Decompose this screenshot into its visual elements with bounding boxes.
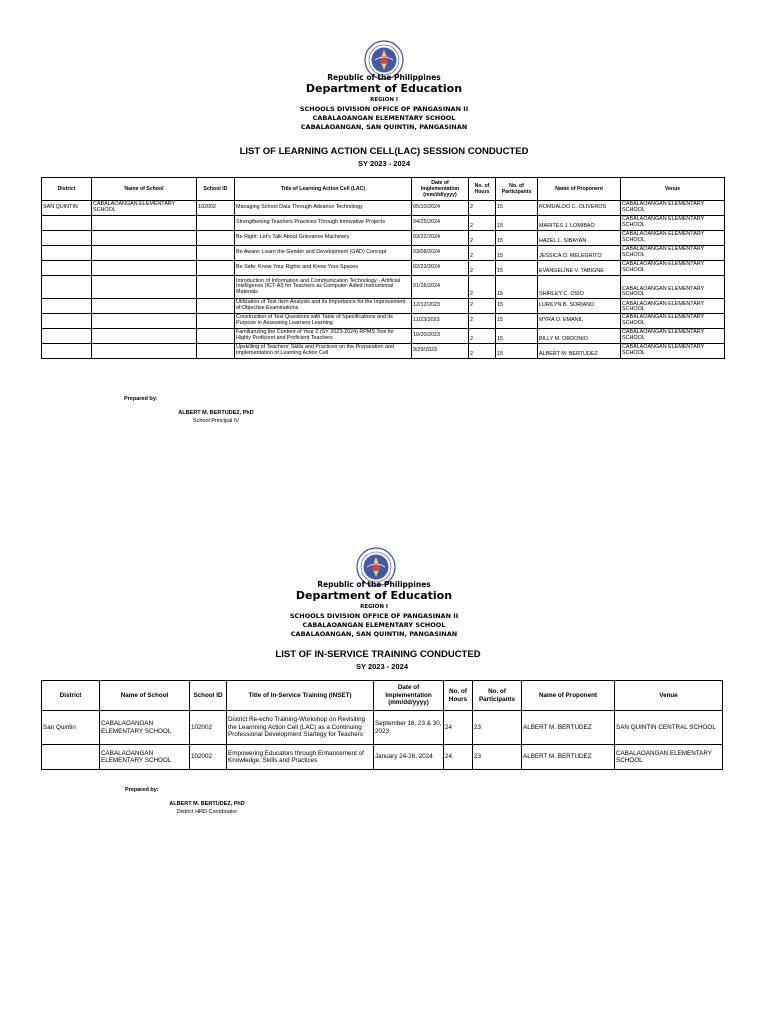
- cell-hours: 2: [469, 299, 496, 314]
- column-header: Venue: [615, 681, 723, 711]
- cell-district: [42, 216, 92, 231]
- cell-date: 10/20/2023: [412, 329, 469, 344]
- cell-venue: CABALAOANGAN ELEMENTARY SCHOOL: [621, 216, 725, 231]
- cell-district: [42, 314, 92, 329]
- inset-school-year: SY 2023 - 2024: [356, 662, 408, 671]
- cell-proponent: ALBERT M. BERTUDEZ: [538, 344, 621, 359]
- cell-participants: 15: [496, 299, 538, 314]
- cell-school-id: [197, 276, 235, 299]
- cell-proponent: MYRA O. EMANIL: [538, 314, 621, 329]
- cell-school-id: [197, 329, 235, 344]
- cell-title: Introduction of Information and Communication Technology - Artificial Intelligence (ICT-AI) for Teachers as Computer-Aided Instructional Materials: [235, 276, 412, 299]
- cell-school-id: 102002: [197, 201, 235, 216]
- lac-header-row: [42, 178, 725, 201]
- column-header: Name of Proponent: [522, 681, 615, 711]
- inset-header-row: [42, 681, 723, 711]
- cell-school-id: 102002: [190, 745, 227, 770]
- cell-school-id: [197, 216, 235, 231]
- region-text: REGION I: [370, 97, 398, 103]
- cell-date: 9/29/2023: [412, 344, 469, 359]
- cell-school: [92, 314, 197, 329]
- republic-text: Republic of the Philippines: [317, 580, 431, 589]
- cell-hours: 24: [444, 745, 473, 770]
- cell-school: [92, 344, 197, 359]
- department-text: Department of Education: [305, 82, 463, 95]
- lac-table: [41, 177, 725, 359]
- cell-hours: 2: [469, 231, 496, 246]
- cell-school-id: [197, 246, 235, 261]
- column-header: Name of School: [92, 178, 197, 201]
- column-header: School ID: [190, 681, 227, 711]
- cell-venue: SAN QUINTIN CENTRAL SCHOOL: [615, 711, 723, 745]
- cell-school: [92, 216, 197, 231]
- republic-text: Republic of the Philippines: [327, 73, 441, 82]
- cell-proponent: ALBERT M. BERTUDEZ: [522, 745, 615, 770]
- cell-date: January 24-26, 2024: [374, 745, 444, 770]
- cell-school: [92, 276, 197, 299]
- table-row: [42, 299, 725, 314]
- cell-district: [42, 299, 92, 314]
- table-row: [42, 231, 725, 246]
- prepared-by-label: Prepared by:: [125, 787, 159, 793]
- school-text: CABALAOANGAN ELEMENTARY SCHOOL: [302, 621, 446, 629]
- table-row: [42, 261, 725, 276]
- cell-school: CABALAOANGAN ELEMENTARY SCHOOL: [100, 711, 190, 745]
- table-row: [42, 711, 723, 745]
- cell-participants: 15: [496, 231, 538, 246]
- department-text: Department of Education: [295, 589, 453, 602]
- division-text: SCHOOLS DIVISION OFFICE OF PANGASINAN II: [299, 105, 469, 113]
- table-row: [42, 276, 725, 299]
- cell-title: Be Safe: Know Your Rights and Know Your Spaces: [235, 261, 412, 276]
- cell-school: CABALAOANGAN ELEMENTARY SCHOOL: [100, 745, 190, 770]
- cell-participants: 15: [496, 276, 538, 299]
- signatory-role: School Principal IV: [192, 418, 240, 424]
- cell-date: 01/16/2024: [412, 276, 469, 299]
- column-header: District: [42, 178, 92, 201]
- cell-proponent: LURILYN B. SORIANO: [538, 299, 621, 314]
- cell-school: CABALAOANGAN ELEMENTARY SCHOOL: [92, 201, 197, 216]
- cell-district: San Quintin: [42, 711, 100, 745]
- cell-district: [42, 261, 92, 276]
- column-header: Name of School: [100, 681, 190, 711]
- cell-venue: CABALAOANGAN ELEMENTARY SCHOOL: [621, 201, 725, 216]
- cell-school: [92, 299, 197, 314]
- column-header: District: [42, 681, 100, 711]
- table-row: [42, 314, 725, 329]
- cell-title: Managing School Data Through Advance Technology: [235, 201, 412, 216]
- inset-title: LIST OF IN-SERVICE TRAINING CONDUCTED: [275, 649, 481, 660]
- column-header: School ID: [197, 178, 235, 201]
- cell-title: Be Right: Let's Talk About Grievance Machinery: [235, 231, 412, 246]
- column-header: No. of Hours: [444, 681, 473, 711]
- cell-hours: 24: [444, 711, 473, 745]
- cell-date: 05/10/2024: [412, 201, 469, 216]
- cell-district: [42, 246, 92, 261]
- cell-venue: CABALAOANGAN ELEMENTARY SCHOOL: [621, 314, 725, 329]
- cell-title: Empowering Educators through Enhancement of Knowledge, Skills and Practices: [227, 745, 374, 770]
- signatory-role: District HRD Coordinator: [176, 809, 238, 815]
- letterhead: [0, 580, 758, 639]
- cell-title: District Re-echo Training-Workshop on Revisiting the Learnning Action Cell (LAC) as a Continuing Professional Development Startegy for Teachers: [227, 711, 374, 745]
- cell-proponent: SHIRLEY C. OSIO: [538, 276, 621, 299]
- cell-hours: 2: [469, 344, 496, 359]
- cell-title: Construction of Test Questions with Table of Specifications and its Purpose in Assessing Learners Learning: [235, 314, 412, 329]
- cell-hours: 2: [469, 246, 496, 261]
- region-text: REGION I: [360, 604, 388, 610]
- cell-participants: 15: [496, 329, 538, 344]
- cell-hours: 2: [469, 201, 496, 216]
- column-header: No. of Participants: [496, 178, 538, 201]
- cell-district: [42, 344, 92, 359]
- cell-hours: 2: [469, 261, 496, 276]
- table-row: [42, 329, 725, 344]
- column-header: Date of Implementation (mm/dd/yyyy): [374, 681, 444, 711]
- cell-participants: 15: [496, 344, 538, 359]
- cell-hours: 2: [469, 276, 496, 299]
- cell-school-id: 102002: [190, 711, 227, 745]
- cell-proponent: HAZEL L. SIBAYAN: [538, 231, 621, 246]
- cell-participants: 15: [496, 201, 538, 216]
- column-header: No. of Hours: [469, 178, 496, 201]
- cell-school-id: [197, 344, 235, 359]
- table-row: [42, 246, 725, 261]
- lac-school-year: SY 2023 - 2024: [358, 159, 410, 168]
- cell-participants: 23: [473, 711, 522, 745]
- cell-hours: 2: [469, 329, 496, 344]
- cell-date: 11/23/2023: [412, 314, 469, 329]
- school-text: CABALAOANGAN ELEMENTARY SCHOOL: [312, 114, 456, 122]
- cell-venue: CABALAOANGAN ELEMENTARY SCHOOL: [621, 231, 725, 246]
- address-text: CABALAOANGAN, SAN QUINTIN, PANGASINAN: [290, 630, 458, 638]
- cell-date: September 16, 23 & 30, 2023: [374, 711, 444, 745]
- cell-date: 12/12/2023: [412, 299, 469, 314]
- cell-date: 03/08/2024: [412, 246, 469, 261]
- cell-district: [42, 745, 100, 770]
- cell-proponent: JESSICA O. MELEGRITO: [538, 246, 621, 261]
- cell-school: [92, 231, 197, 246]
- cell-hours: 2: [469, 314, 496, 329]
- cell-hours: 2: [469, 216, 496, 231]
- cell-participants: 15: [496, 261, 538, 276]
- cell-date: 02/23/2024: [412, 261, 469, 276]
- cell-venue: CABALAOANGAN ELEMENTARY SCHOOL: [621, 246, 725, 261]
- cell-venue: CABALAOANGAN ELEMENTARY SCHOOL: [621, 261, 725, 276]
- cell-participants: 15: [496, 216, 538, 231]
- cell-school-id: [197, 299, 235, 314]
- cell-proponent: MARITES J. LOMIBAO: [538, 216, 621, 231]
- letterhead: [0, 73, 768, 132]
- cell-venue: CABALAOANGAN ELEMENTARY SCHOOL: [621, 329, 725, 344]
- cell-participants: 15: [496, 246, 538, 261]
- table-row: [42, 745, 723, 770]
- cell-school: [92, 261, 197, 276]
- cell-venue: CABALAOANGAN ELEMENTARY SCHOOL: [615, 745, 723, 770]
- column-header: Title of Learning Action Cell (LAC): [235, 178, 412, 201]
- cell-proponent: ALBERT M. BERTUDEZ: [522, 711, 615, 745]
- table-row: [42, 344, 725, 359]
- cell-proponent: EVANGELINE V. TABIGNE: [538, 261, 621, 276]
- cell-venue: CABALAOANGAN ELEMENTARY SCHOOL: [621, 299, 725, 314]
- cell-school-id: [197, 314, 235, 329]
- column-header: Title of In-Service Training (INSET): [227, 681, 374, 711]
- cell-venue: CABALAOANGAN ELEMENTARY SCHOOL: [621, 276, 725, 299]
- cell-school: [92, 246, 197, 261]
- cell-date: 04/25/2024: [412, 216, 469, 231]
- signatory-name: ALBERT M. BERTUDEZ, PhD: [169, 801, 245, 807]
- cell-date: 03/22/2024: [412, 231, 469, 246]
- cell-title: Upskilling of Teachers' Skills and Practices on the Preparation and Implementation of Learning Action Cell: [235, 344, 412, 359]
- cell-school: [92, 329, 197, 344]
- cell-venue: CABALAOANGAN ELEMENTARY SCHOOL: [621, 344, 725, 359]
- column-header: Venue: [621, 178, 725, 201]
- cell-district: [42, 329, 92, 344]
- lac-title: LIST OF LEARNING ACTION CELL(LAC) SESSION CONDUCTED: [239, 146, 529, 157]
- inset-table: [41, 680, 723, 770]
- cell-title: Be Aware: Learn the Gender and Development (GAD) Concept: [235, 246, 412, 261]
- cell-district: SAN QUINTIN: [42, 201, 92, 216]
- cell-school-id: [197, 261, 235, 276]
- cell-title: Utilization of Test Item Analysis and its Importance for the Improvement of Objective Examinations: [235, 299, 412, 314]
- cell-proponent: ROMUALDO C. OLIVEROS: [538, 201, 621, 216]
- cell-participants: 23: [473, 745, 522, 770]
- cell-school-id: [197, 231, 235, 246]
- column-header: Name of Proponent: [538, 178, 621, 201]
- prepared-by-label: Prepared by:: [124, 396, 158, 402]
- column-header: No. of Participants: [473, 681, 522, 711]
- cell-proponent: BILLY M. ORDONIO: [538, 329, 621, 344]
- table-row: [42, 216, 725, 231]
- signatory-name: ALBERT M. BERTUDEZ, PhD: [178, 410, 254, 416]
- division-text: SCHOOLS DIVISION OFFICE OF PANGASINAN II: [289, 612, 459, 620]
- column-header: Date of Implementation (mm/dd/yyyy): [412, 178, 469, 201]
- table-row: [42, 201, 725, 216]
- address-text: CABALAOANGAN, SAN QUINTIN, PANGASINAN: [300, 123, 468, 131]
- cell-participants: 15: [496, 314, 538, 329]
- cell-district: [42, 231, 92, 246]
- cell-title: Strengthening Teachers Practices Through Innovative Projects: [235, 216, 412, 231]
- cell-title: Familiarizing the Content of Year 2 (SY 2023-2024) RPMS Tool for Highly Proficient and Proficient Teachers: [235, 329, 412, 344]
- cell-district: [42, 276, 92, 299]
